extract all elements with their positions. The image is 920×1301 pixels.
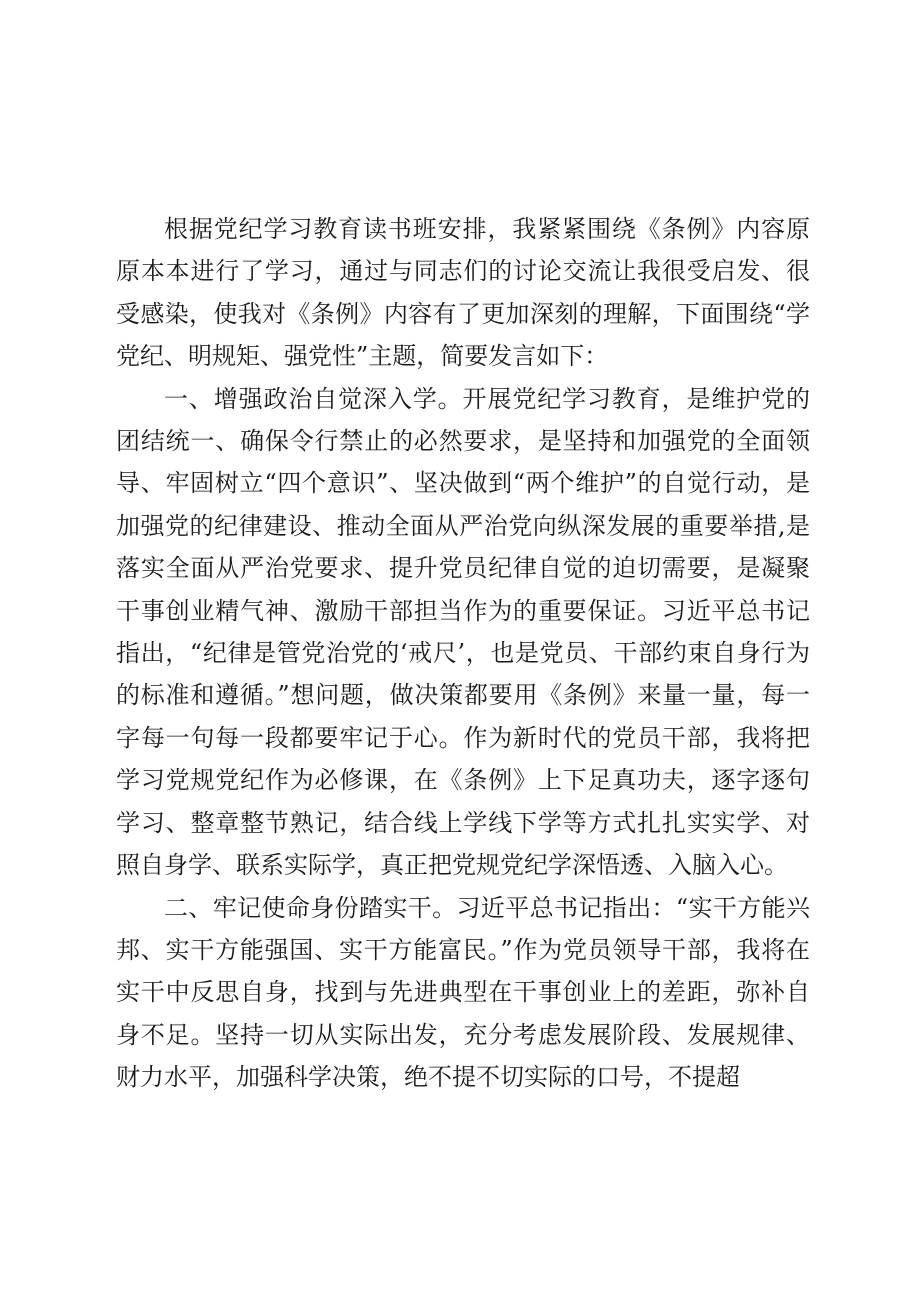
paragraph-intro: 根据党纪学习教育读书班安排，我紧紧围绕《条例》内容原原本本进行了学习，通过与同志们的讨论交流让我很受启发、很受感染，使我对《条例》内容有了更加深刻的理解，下面围绕“学党纪、明规矩、强党性”主题，简要发言如下： [116, 215, 810, 371]
paragraph-section-one: 一、增强政治自觉深入学。开展党纪学习教育，是维护党的团结统一、确保令行禁止的必然要求，是坚持和加强党的全面领导、牢固树立“四个意识”、坚决做到“两个维护”的自觉行动，是加强党的纪律建设、推动全面从严治党向纵深发展的重要举措,是落实全面从严治党要求、提升党员纪律自觉的迫切需要，是凝聚干事创业精气神、激励干部担当作为的重要保证。习近平总书记指出，“纪律是管党治党的‘戒尺’，也是党员、干部约束自身行为的标准和遵循。”想问题，做决策都要用《条例》来量一量，每一字每一句每一段都要牢记于心。作为新时代的党员干部，我将把学习党规党纪作为必修课，在《条例》上下足真功夫，逐字逐句学习、整章整节熟记，结合线上学线下学等方式扎扎实实学、对照自身学、联系实际学，真正把党规党纪学深悟透、入脑入心。 [116, 384, 810, 880]
paragraph-section-two: 二、牢记使命身份踏实干。习近平总书记指出：“实干方能兴邦、实干方能强国、实干方能富民。”作为党员领导干部，我将在实干中反思自身，找到与先进典型在干事创业上的差距，弥补自身不足。坚持一切从实际出发，充分考虑发展阶段、发展规律、财力水平，加强科学决策，绝不提不切实际的口号，不提超 [116, 893, 810, 1092]
document-body [116, 208, 810, 1099]
